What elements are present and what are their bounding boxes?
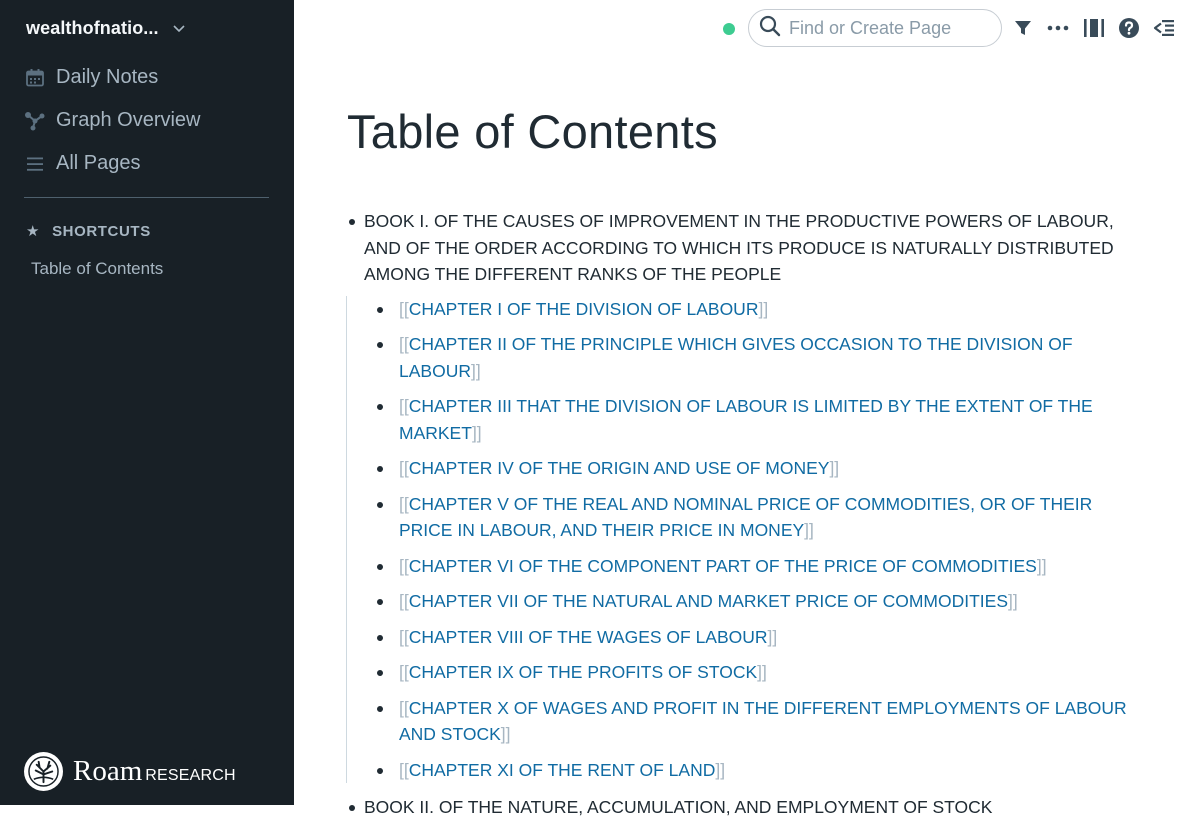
sidebar-item-label: Graph Overview [56,109,201,131]
graph-name: wealthofnatio... [26,18,159,38]
list-icon [24,153,46,175]
sidebar-item-label: All Pages [56,152,141,174]
chapter-page-link[interactable]: CHAPTER VII OF THE NATURAL AND MARKET PRICE OF COMMODITIES [408,591,1009,611]
block-bullet[interactable] [375,757,385,774]
link-bracket-close: ]] [1036,555,1047,576]
link-bracket-close: ]] [1008,591,1018,611]
link-bracket-open: [[ [399,458,409,478]
block-bullet[interactable] [375,455,385,472]
link-bracket-open: [[ [399,759,409,780]
more-icon[interactable] [1047,17,1069,39]
chapter-page-link[interactable]: CHAPTER III THAT THE DIVISION OF LABOUR IS LIMITED BY THE EXTENT OF THE MARKET [399,396,1093,443]
star-icon: ★ [26,223,41,240]
list-item [375,296,1140,323]
block-bullet[interactable] [375,588,385,605]
link-bracket-close: ]] [471,422,482,443]
chapter-page-link[interactable]: CHAPTER V OF THE REAL AND NOMINAL PRICE OF COMMODITIES, OR OF THEIR PRICE IN LABOUR, AND THEIR PRICE IN MONEY [399,493,1093,540]
list-item [375,695,1140,748]
sidebar-item-label: Daily Notes [56,66,159,88]
graph-switcher[interactable] [26,18,185,39]
children-list [346,296,1140,784]
block-text[interactable]: BOOK I. OF THE CAUSES OF IMPROVEMENT IN THE PRODUCTIVE POWERS OF LABOUR, AND OF THE ORDER ACCORDING TO WHICH ITS PRODUCE IS NATURALLY DISTRIBUTED AMONG THE DIFFERENT RANKS OF THE PEOPLE [364,211,1114,284]
search-bar[interactable] [748,9,1002,47]
list-item [375,659,1140,686]
block-bullet[interactable] [375,331,385,348]
list-item [375,757,1140,784]
left-sidebar [0,0,294,805]
logo-subtext: RESEARCH [145,766,236,784]
list-item [375,553,1140,580]
link-bracket-close: ]] [757,662,767,682]
sidebar-item-daily-notes[interactable] [24,66,158,89]
list-item [375,331,1140,384]
link-bracket-close: ]] [829,458,840,478]
calendar-icon [24,67,46,89]
link-bracket-open: [[ [399,591,409,611]
chapter-page-link[interactable]: CHAPTER IV OF THE ORIGIN AND USE OF MONEY [408,458,830,478]
filter-icon[interactable] [1012,17,1034,39]
outdent-icon[interactable] [1153,17,1175,39]
block-bullet[interactable] [375,393,385,410]
sidebar-columns-icon[interactable] [1083,17,1105,39]
block-bullet[interactable] [375,659,385,676]
chapter-page-link[interactable]: CHAPTER IX OF THE PROFITS OF STOCK [408,662,758,682]
list-item [375,624,1140,651]
shortcuts-heading [26,222,151,240]
chapter-page-link[interactable]: CHAPTER I OF THE DIVISION OF LABOUR [408,298,759,319]
link-bracket-open: [[ [399,298,409,319]
sync-status-indicator [723,23,735,35]
block-text[interactable]: BOOK II. OF THE NATURE, ACCUMULATION, AND EMPLOYMENT OF STOCK [364,797,993,817]
link-bracket-close: ]] [470,360,481,381]
link-bracket-close: ]] [804,520,814,540]
chapter-page-link[interactable]: CHAPTER XI OF THE RENT OF LAND [408,759,716,780]
sidebar-divider [24,197,269,198]
list-item [375,491,1140,544]
link-bracket-close: ]] [767,626,778,647]
list-item [375,393,1140,446]
block-bullet[interactable] [340,794,364,821]
logo-wordmark: Roam [73,755,143,787]
link-bracket-close: ]] [758,298,769,319]
chapter-page-link[interactable]: CHAPTER X OF WAGES AND PROFIT IN THE DIFFERENT EMPLOYMENTS OF LABOUR AND STOCK [399,697,1127,744]
block-bullet[interactable] [375,553,385,570]
block-book-2 [340,794,992,821]
link-bracket-open: [[ [399,626,409,647]
block-bullet[interactable] [375,624,385,641]
chapter-page-link[interactable]: CHAPTER II OF THE PRINCIPLE WHICH GIVES OCCASION TO THE DIVISION OF LABOUR [399,334,1073,381]
roam-tree-logo-icon [24,752,63,791]
block-bullet[interactable] [375,296,385,313]
search-input[interactable] [789,18,979,39]
page-title[interactable]: Table of Contents [347,105,718,158]
link-bracket-open: [[ [399,697,409,718]
chevron-down-icon [173,25,185,33]
link-bracket-open: [[ [399,493,409,514]
block-bullet[interactable] [375,491,385,508]
block-bullet[interactable] [375,695,385,712]
link-bracket-open: [[ [399,334,409,354]
block-bullet[interactable] [340,208,364,225]
link-bracket-close: ]] [500,724,511,744]
shortcut-table-of-contents[interactable]: Table of Contents [31,259,164,278]
link-bracket-close: ]] [715,759,726,780]
chapter-page-link[interactable]: CHAPTER VI OF THE COMPONENT PART OF THE PRICE OF COMMODITIES [408,555,1037,576]
shortcuts-heading-label: SHORTCUTS [52,222,151,240]
link-bracket-open: [[ [399,396,409,416]
roam-logo [24,752,236,791]
chapter-page-link[interactable]: CHAPTER VIII OF THE WAGES OF LABOUR [408,626,768,647]
link-bracket-open: [[ [399,662,409,682]
search-icon [759,15,781,42]
page-content [340,208,1140,792]
sidebar-item-all-pages[interactable] [24,152,141,175]
block-book-1 [340,208,1140,288]
link-bracket-open: [[ [399,555,409,576]
sidebar-item-graph-overview[interactable] [24,109,201,132]
graph-icon [24,110,46,132]
list-item [375,455,1140,482]
list-item [375,588,1140,615]
help-icon[interactable] [1118,17,1140,39]
